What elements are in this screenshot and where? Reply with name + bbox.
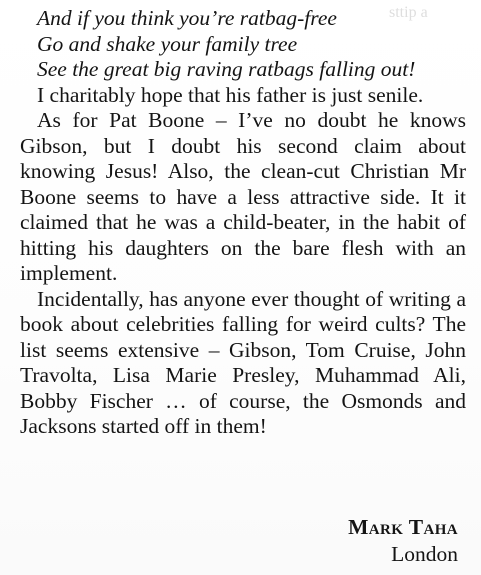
show-through-text: sttip a [389, 4, 428, 21]
verse-line-1: And if you think you’re ratbag-free [37, 6, 337, 30]
author-name: Mark Taha [348, 515, 458, 539]
verse-line-2: Go and shake your family tree [37, 31, 298, 56]
paragraph-celebrities: Incidentally, has anyone ever thought of writing a book about celebrities falling for weird cults? The list seems extensive – Gibson, Tom Cruise, John Travolta, Lisa Marie Presley, Muhammad Ali, Bobby Fischer … of course, the Osmonds and Jacksons started off in them! [20, 286, 466, 438]
author-location: London [391, 542, 458, 566]
verse-line-3: See the great big raving ratbags falling out! [37, 57, 416, 81]
paragraph-senile: I charitably hope that his father is just senile. [37, 82, 424, 107]
paragraph-pat-boone: As for Pat Boone – I’ve no doubt he knows Gibson, but I doubt his second claim about knowing Jesus! Also, the clean-cut Christian Mr Boone seems to have a less attractive side. It it claimed that he was a child-beater, in the habit of hitting his daughters on the bare flesh with an implement. [20, 108, 466, 285]
signature-block [348, 514, 458, 568]
letter-column [20, 6, 466, 440]
